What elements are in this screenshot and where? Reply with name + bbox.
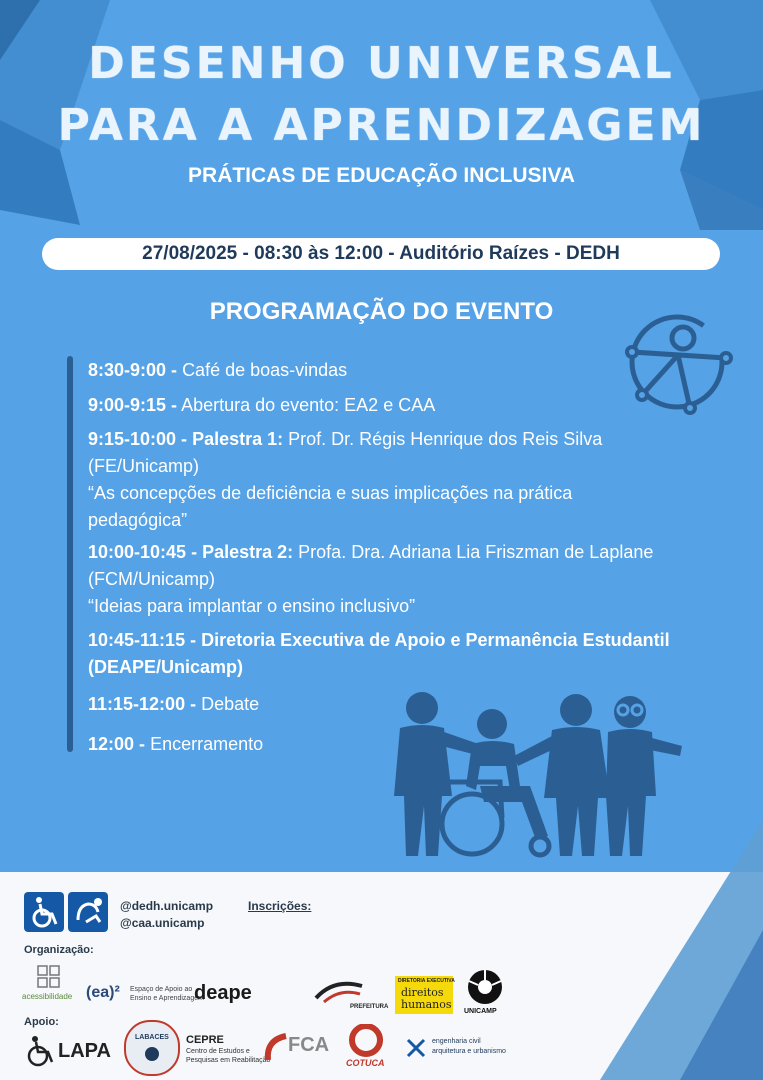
fecfau-logo: engenharia civil arquitetura e urbanismo <box>404 1036 428 1062</box>
item-talk-title: “As concepções de deficiência e suas implicações na prática <box>88 483 573 503</box>
item-text-cont: (DEAPE/Unicamp) <box>88 657 244 677</box>
item-time: 9:00-9:15 - <box>88 395 178 415</box>
labaces-logo: LABACES <box>124 1020 180 1076</box>
timeline-bar <box>67 356 73 752</box>
program-item-4 <box>88 539 733 620</box>
title-line-1: DESENHO UNIVERSAL <box>88 38 675 89</box>
item-text: Diretoria Executiva de Apoio e Permanência Estudantil <box>201 630 670 650</box>
item-time: 10:00-10:45 - <box>88 542 198 562</box>
item-text: Profa. Dra. Adriana Lia Friszman de Laplane <box>298 542 654 562</box>
item-talk-title: “Ideias para implantar o ensino inclusivo” <box>88 596 416 616</box>
wheelchair-icon <box>24 892 64 932</box>
program-title: PROGRAMAÇÃO DO EVENTO <box>209 298 554 325</box>
item-talk-title-cont: pedagógica” <box>88 510 188 530</box>
item-time: 12:00 - <box>88 734 146 754</box>
item-affiliation: (FCM/Unicamp) <box>88 569 216 589</box>
item-text: Encerramento <box>150 734 264 754</box>
people-illustration <box>380 686 700 861</box>
prefeitura-logo: PREFEITURA <box>314 978 382 1014</box>
dedh-logo: DIRETORIA EXECUTIVA direitos humanos <box>395 976 453 1014</box>
cotuca-logo: COTUCA <box>346 1024 386 1060</box>
social-handle-caa[interactable]: @caa.unicamp <box>120 916 205 930</box>
item-time: 8:30-9:00 - <box>88 360 178 380</box>
program-item-3 <box>88 426 733 534</box>
lapa-logo: LAPA <box>24 1034 58 1070</box>
social-handle-dedh[interactable]: @dedh.unicamp <box>120 899 214 913</box>
acessibilidade-logo: acessibilidade <box>22 962 78 1004</box>
item-text: Prof. Dr. Régis Henrique dos Reis Silva <box>288 429 603 449</box>
item-time: 10:45-11:15 - <box>88 630 197 650</box>
program-item-5 <box>88 627 733 681</box>
organizacao-label: Organização: <box>24 944 94 956</box>
fca-logo: FCA <box>262 1030 292 1068</box>
inscricoes-link[interactable]: Inscrições: <box>248 899 312 913</box>
program-item-1 <box>88 357 733 384</box>
apoio-label: Apoio: <box>24 1016 59 1028</box>
item-affiliation: (FE/Unicamp) <box>88 456 200 476</box>
program-item-2 <box>88 392 733 419</box>
item-text: Café de boas-vindas <box>182 360 348 380</box>
sign-language-icon <box>68 892 108 932</box>
subtitle: PRÁTICAS DE EDUCAÇÃO INCLUSIVA <box>188 164 575 187</box>
item-time: 9:15-10:00 - <box>88 429 188 449</box>
date-bar: 27/08/2025 - 08:30 às 12:00 - Auditório Raízes - DEDH <box>42 238 720 270</box>
title-line-2: PARA A APRENDIZAGEM <box>57 100 706 151</box>
unicamp-logo: UNICAMP <box>462 968 508 1018</box>
item-speaker-label: Palestra 2: <box>202 542 294 562</box>
item-time: 11:15-12:00 - <box>88 694 197 714</box>
item-text: Abertura do evento: EA2 e CAA <box>181 395 436 415</box>
item-text: Debate <box>201 694 260 714</box>
item-speaker-label: Palestra 1: <box>192 429 284 449</box>
event-poster: DESENHO UNIVERSAL PARA A APRENDIZAGEM PRÁTICAS DE EDUCAÇÃO INCLUSIVA 27/08/2025 - 08:30 às 12:00 - Auditório Raízes - DEDH PROGRAMAÇÃO DO EVENTO 8:30-9:00 - Café de boas-vindas 9:00-9:15 - Abertura do evento: EA2 e CAA 9:15-10:00 - Palestra 1: Prof. Dr. Régis Henrique dos Reis Silva (FE/Unicamp) “As concepções de deficiência e suas implicações na prática pedagógica” 10:00-10:45 - Palestra 2: Profa. Dra. Adriana Lia Friszman de Laplane (FCM/Unicamp) “Ideias para implantar o ensino inclusivo” 10:45-11:15 - Diretoria Executiva de Apoio e Permanência Estudantil (DEAPE/Unicamp) 11:15-12:00 - Debate 12:00 - Encerramento @dedh.unicamp @caa.unicamp Inscrições: Organização: acessibilidade (ea)² Espaço de Apoio ao Ensino e Aprendizagem deape PREFEITURA DIRETORIA EXECUTIVA direitos humanos UNICAMP Apoio: LAPA LABACES CEPRE Centro de Estudos e Pesquisas em Reabilitação FCA COTUCA engenharia civil arquitetura e urbanismo <box>0 0 763 1080</box>
